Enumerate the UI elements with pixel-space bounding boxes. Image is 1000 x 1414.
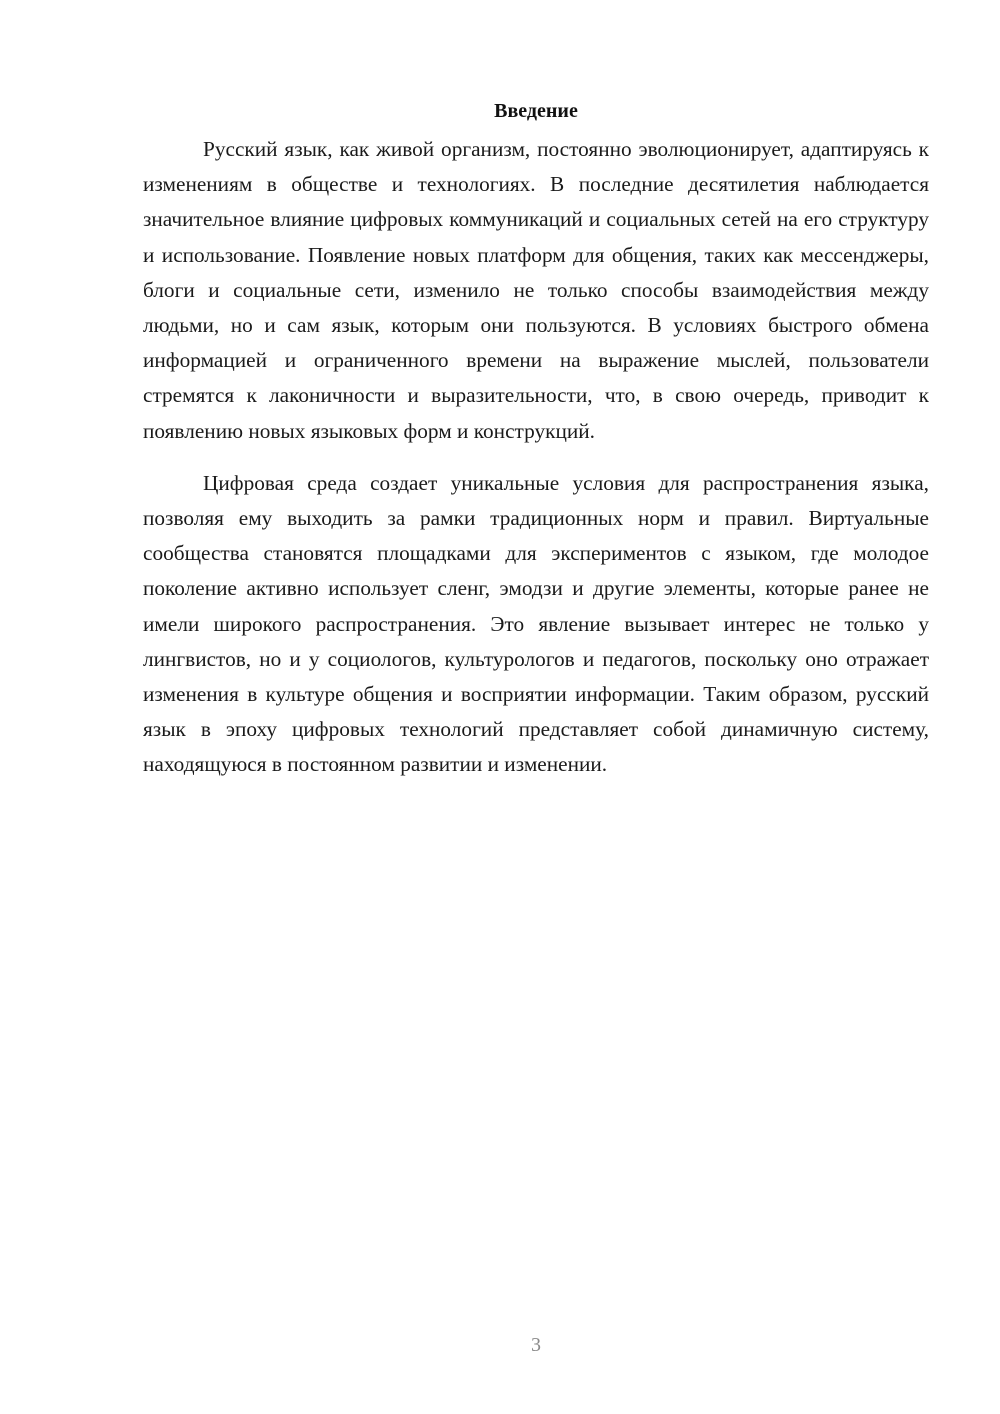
paragraph-2: Цифровая среда создает уникальные условия для распространения языка, позволяя ему выходить за рамки традиционных норм и правил. Виртуальные сообщества становятся площадками для экспериментов с языком, где молодое поколение активно использует сленг, эмодзи и другие элементы, которые ранее не имели широкого распространения. Это явление вызывает интерес не только у лингвистов, но и у социологов, культурологов и педагогов, поскольку оно отражает изменения в культуре общения и восприятии информации. Таким образом, русский язык в эпоху цифровых технологий представляет собой динамичную систему, находящуюся в постоянном развитии и изменении. bbox=[143, 470, 929, 777]
page-number: 3 bbox=[531, 1334, 541, 1356]
section-title: Введение bbox=[494, 100, 578, 122]
page-content bbox=[143, 96, 929, 800]
paragraph-1: Русский язык, как живой организм, постоянно эволюционирует, адаптируясь к изменениям в обществе и технологиях. В последние десятилетия наблюдается значительное влияние цифровых коммуникаций и социальных сетей на его структуру и использование. Появление новых платформ для общения, таких как мессенджеры, блоги и социальные сети, изменило не только способы взаимодействия между людьми, но и сам язык, которым они пользуются. В условиях быстрого обмена информацией и ограниченного времени на выражение мыслей, пользователи стремятся к лаконичности и выразительности, что, в свою очередь, приводит к появлению новых языковых форм и конструкций. bbox=[143, 137, 929, 443]
